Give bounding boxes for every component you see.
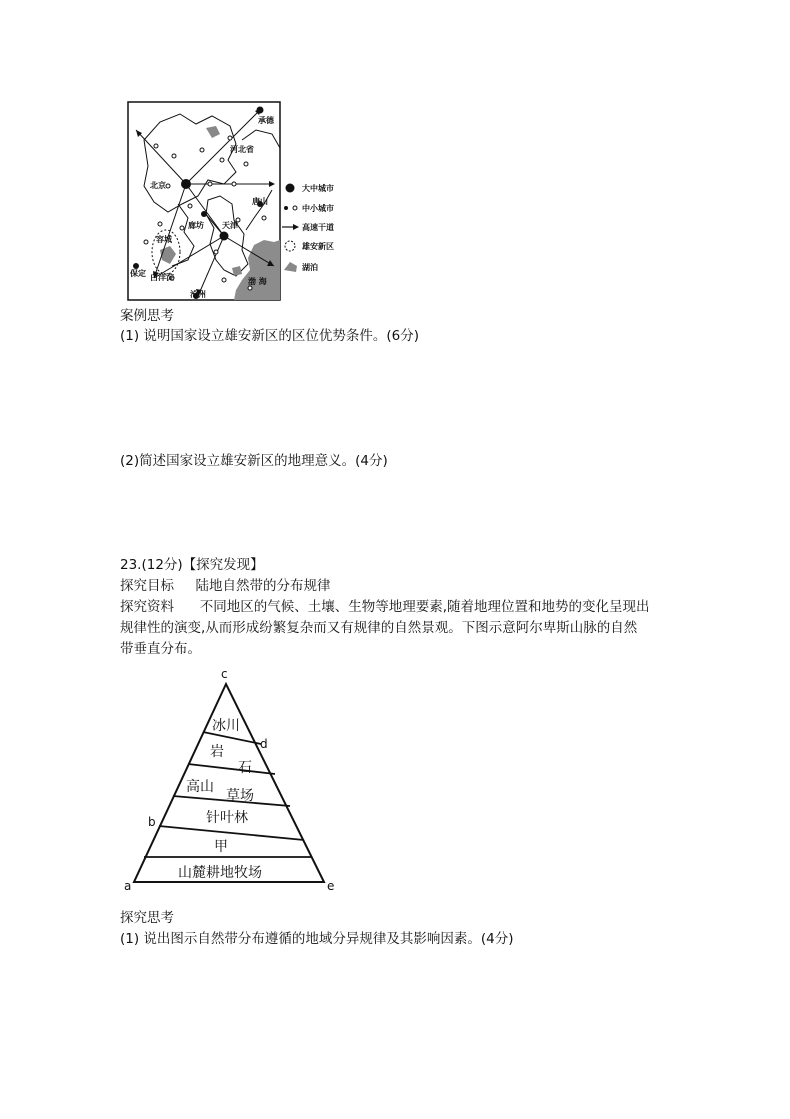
map-label-cangzhou: 沧州 — [190, 290, 206, 299]
dashed-circle-icon — [285, 241, 295, 251]
zone-alpine-meadow-label-1: 高山 — [186, 779, 214, 795]
map-label-tangshan: 唐山 — [252, 197, 268, 206]
point-e-label: e — [327, 879, 335, 893]
inquiry-goal: 探究目标 陆地自然带的分布规律 — [120, 578, 331, 594]
lake-icon — [284, 262, 297, 272]
alps-vertical-zonation-diagram — [118, 664, 348, 894]
zone-coniferous-forest-label: 针叶林 — [206, 810, 248, 826]
inquiry-material-line3: 带垂直分布。 — [120, 641, 201, 657]
legend-label-xiongan: 雄安新区 — [302, 242, 334, 251]
case-thinking-heading: 案例思考 — [120, 308, 174, 324]
zone-foothill-farmland-label: 山麓耕地牧场 — [178, 865, 262, 881]
map-label-beijing: 北京 — [150, 181, 166, 190]
point-c-label: c — [221, 667, 228, 681]
zone-rock-label-1: 岩 — [210, 744, 224, 760]
question-2-geographic-significance: (2)简述国家设立雄安新区的地理意义。(4分) — [120, 453, 388, 469]
map-label-baoding: 保定 — [130, 269, 146, 278]
small-city-dot-icon — [284, 206, 288, 210]
map-label-bohai: 渤 海 — [248, 277, 267, 286]
point-b-label: b — [148, 815, 156, 829]
question-23-title: 23.(12分)【探究发现】 — [120, 557, 264, 573]
map-label-xiongan: 容城 — [156, 235, 172, 244]
legend-label-highway: 高速干道 — [302, 223, 334, 232]
inquiry-material-line1: 探究资料 不同地区的气候、土壤、生物等地理要素,随着地理位置和地势的变化呈现出 — [120, 599, 650, 615]
map-label-chengde: 承德 — [258, 116, 274, 125]
zone-alpine-meadow-label-2: 草场 — [226, 788, 254, 804]
legend-label-large-city: 大中城市 — [302, 184, 334, 193]
map-label-tianjin: 天津 — [222, 221, 238, 230]
point-a-label: a — [124, 879, 132, 893]
zone-glacier-label: 冰川 — [212, 718, 240, 734]
arrow-icon — [282, 224, 299, 230]
legend-label-lake: 湖泊 — [302, 263, 318, 272]
jingjinji-map — [124, 100, 360, 305]
zone-jia-label: 甲 — [214, 839, 228, 855]
question-1-location-advantage: (1) 说明国家设立雄安新区的区位优势条件。(6分) — [120, 328, 420, 344]
map-label-langfang: 廊坊 — [188, 221, 204, 230]
map-label-baiyangdian: 白洋淀 — [150, 273, 174, 282]
mountain-outline — [134, 684, 324, 882]
legend-label-small-city: 中小城市 — [302, 204, 334, 213]
map-label-hebei: 河北省 — [230, 145, 254, 154]
question-23-1: (1) 说出图示自然带分布遵循的地域分异规律及其影响因素。(4分) — [120, 931, 514, 947]
point-d-label: d — [260, 737, 268, 751]
inquiry-material-line2: 规律性的演变,从而形成纷繁复杂而又有规律的自然景观。下图示意阿尔卑斯山脉的自然 — [120, 620, 638, 636]
map-legend — [282, 183, 334, 272]
zone-rock-label-2: 石 — [238, 760, 252, 776]
large-city-dot-icon — [286, 184, 295, 193]
inquiry-thinking-heading: 探究思考 — [120, 910, 174, 926]
